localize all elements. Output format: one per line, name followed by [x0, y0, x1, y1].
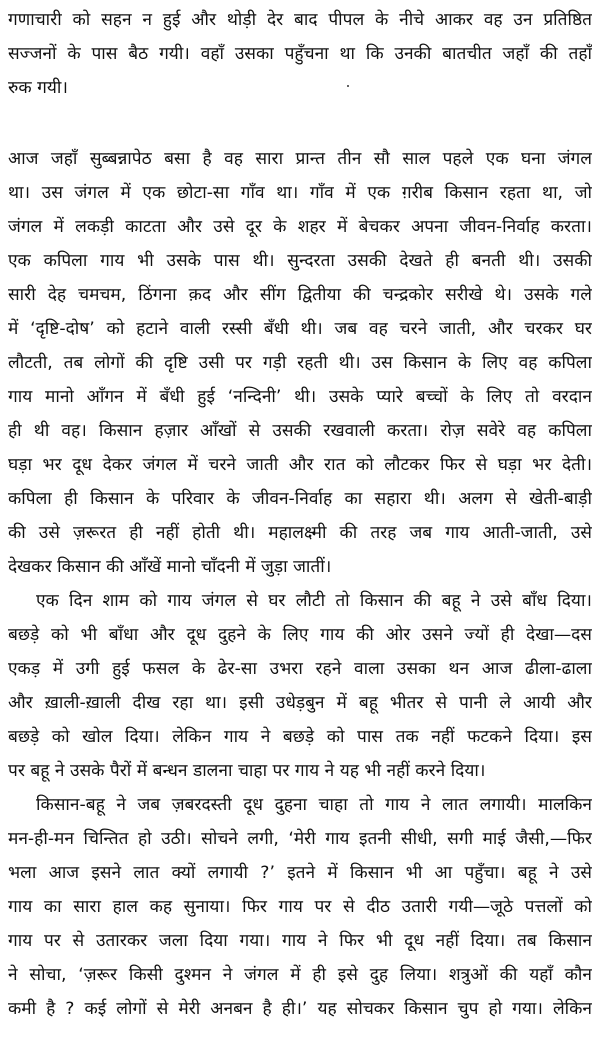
paragraph-4-line-5: गाय पर से उतारकर जला दिया गया। गाय ने फिर भी दूध नहीं दिया। तब किसान: [8, 931, 592, 951]
paragraph-1-line-1: गणाचारी को सहन न हुई और थोड़ी देर बाद पीपल के नीचे आकर वह उन प्रतिष्ठित: [8, 10, 592, 30]
paragraph-3-line-3: एकड़ में उगी हुई फसल के ढेर-सा उभरा रहने वाला उसका थन आज ढीला-ढाला: [8, 659, 592, 679]
paragraph-3-line-2: बछड़े को भी बाँधा और दूध दुहने के लिए गाय की ओर उसने ज्यों ही देखा—दस: [8, 625, 592, 645]
paragraph-4-line-4: गाय का सारा हाल कह सुनाया। फिर गाय पर से दीठ उतारी गयी—जूठे पत्तलों को: [8, 897, 592, 917]
paragraph-2-line-11: कपिला ही किसान के परिवार के जीवन-निर्वाह का सहारा थी। अलग से खेती-बाड़ी: [8, 489, 592, 509]
paragraph-2-line-2: था। उस जंगल में एक छोटा-सा गाँव था। गाँव में एक ग़रीब किसान रहता था, जो: [8, 183, 592, 203]
paragraph-2-line-8: गाय मानो आँगन में बँधी हुई ‘नन्दिनी’ थी। उसके प्यारे बच्चों के लिए तो वरदान: [8, 387, 592, 407]
paragraph-3-line-5: बछड़े को खोल दिया। लेकिन गाय ने बछड़े को पास तक नहीं फटकने दिया। इस: [8, 727, 592, 747]
paragraph-2-line-4: एक कपिला गाय भी उसके पास थी। सुन्दरता उसकी देखते ही बनती थी। उसकी: [8, 251, 592, 271]
paragraph-4-line-2: मन-ही-मन चिन्तित हो उठी। सोचने लगी, ‘मेरी गाय इतनी सीधी, सगी माई जैसी,—फिर: [8, 829, 592, 849]
paragraph-2-line-3: जंगल में लकड़ी काटता और उसे दूर के शहर में बेचकर अपना जीवन-निर्वाह करता।: [8, 217, 592, 237]
paragraph-3-line-4: और ख़ाली-ख़ाली दीख रहा था। इसी उधेड़बुन में बहू भीतर से पानी ले आयी और: [8, 693, 592, 713]
paragraph-2-line-12: की उसे ज़रूरत ही नहीं होती थी। महालक्ष्मी की तरह जब गाय आती-जाती, उसे: [8, 523, 592, 543]
paragraph-2-line-7: लौटती, तब लोगों की दृष्टि उसी पर गड़ी रहती थी। उस किसान के लिए वह कपिला: [8, 353, 592, 373]
paragraph-2-line-13: देखकर किसान की आँखें मानो चाँदनी में जुड़ा जातीं।: [8, 557, 332, 577]
paragraph-2-line-10: घड़ा भर दूध देकर जंगल में चरने जाती और रात को लौटकर फिर से घड़ा भर देती।: [8, 455, 592, 475]
stray-dot-mark: [347, 85, 349, 87]
paragraph-1-line-3: रुक गयी।: [8, 78, 68, 98]
paragraph-1-line-2: सज्जनों के पास बैठ गयी। वहाँ उसका पहुँचना था कि उनकी बातचीत जहाँ की तहाँ: [8, 44, 592, 64]
paragraph-2-line-9: ही थी वह। किसान हज़ार आँखों से उसकी रखवाली करता। रोज़ सवेरे वह कपिला: [8, 421, 592, 441]
paragraph-3-line-6: पर बहू ने उसके पैरों में बन्धन डालना चाहा पर गाय ने यह भी नहीं करने दिया।: [8, 761, 486, 781]
paragraph-4-line-1: किसान-बहू ने जब ज़बरदस्ती दूध दुहना चाहा तो गाय ने लात लगायी। मालकिन: [36, 795, 592, 815]
paragraph-3-line-1: एक दिन शाम को गाय जंगल से घर लौटी तो किसान की बहू ने उसे बाँध दिया।: [36, 591, 592, 611]
paragraph-2-line-5: सारी देह चमचम, ठिंगना क़द और सींग द्वितीया की चन्द्रकोर सरीखे थे। उसके गले: [8, 285, 592, 305]
paragraph-4-line-6: ने सोचा, ‘ज़रूर किसी दुश्मन ने जंगल में ही इसे दुह लिया। शत्रुओं की यहाँ कौन: [8, 965, 592, 985]
paragraph-2-line-1: आज जहाँ सुब्बन्नापेठ बसा है वह सारा प्रान्त तीन सौ साल पहले एक घना जंगल: [8, 149, 592, 169]
paragraph-4-line-3: भला आज इसने लात क्यों लगायी ?’ इतने में किसान भी आ पहुँचा। बहू ने उसे: [8, 863, 592, 883]
paragraph-2-line-6: में ‘दृष्टि-दोष’ को हटाने वाली रस्सी बँधी थी। जब वह चरने जाती, और चरकर घर: [8, 319, 592, 339]
paragraph-4-line-7: कमी है ? कई लोगों से मेरी अनबन है ही।’ यह सोचकर किसान चुप हो गया। लेकिन: [8, 999, 592, 1019]
